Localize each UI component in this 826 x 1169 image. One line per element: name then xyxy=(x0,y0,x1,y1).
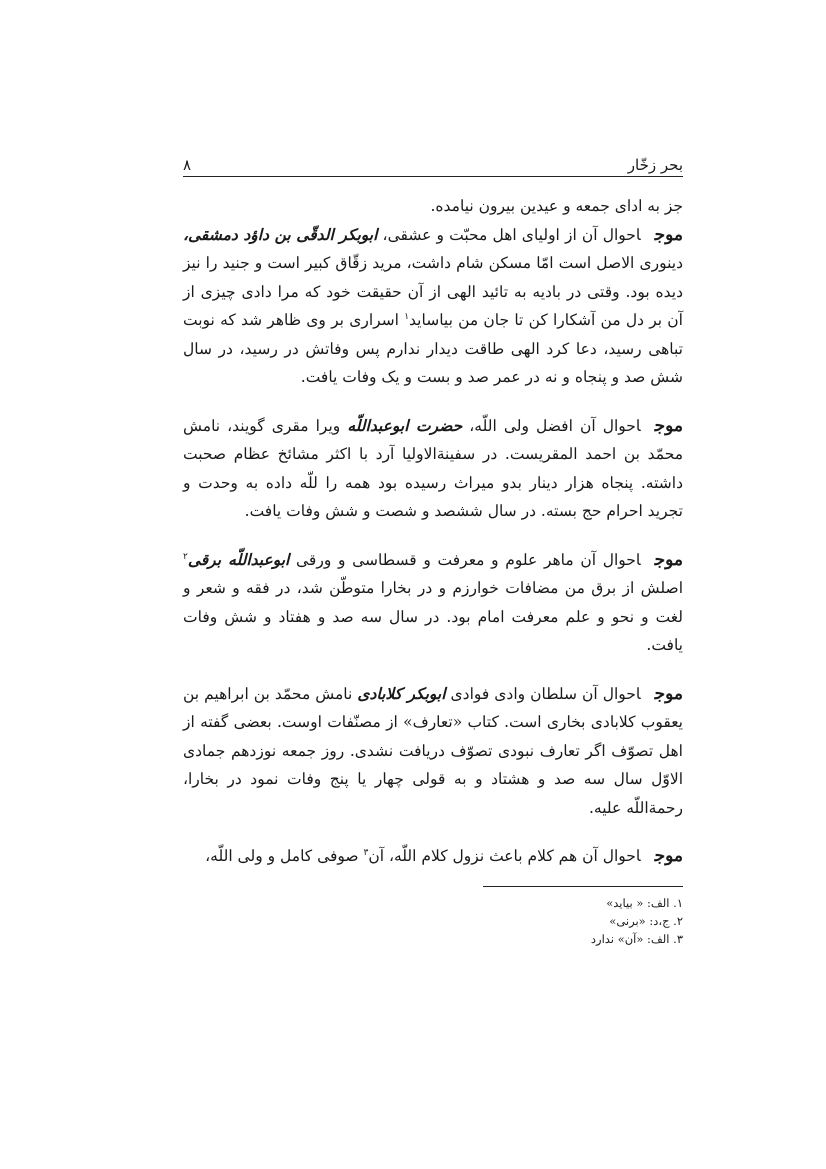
footnote-ref: ۱ xyxy=(404,311,410,322)
paragraph-gap xyxy=(183,526,683,546)
footnote-rule xyxy=(483,886,683,887)
header-rule xyxy=(183,176,683,177)
book-title: بحر زخّار xyxy=(627,156,683,174)
footnote-ref: ۳ xyxy=(363,847,369,858)
main-text xyxy=(183,192,683,871)
paragraph-text: دینوری الاصل است امّا مسکن شام داشت، مرید زقّاق کبیر است و جنید را نیز دیده بود. وقتی در بادیه به تائید الهی از آن حقیقت خود که مرا دادی چیزی از آن بر دل من آشکارا کن تا جان من بیاساید xyxy=(183,254,683,329)
paragraph-text: احوال آن سلطان وادی فوادی xyxy=(445,684,641,703)
saint-name: حضرت ابوعبداللّه xyxy=(347,415,463,435)
paragraph-4 xyxy=(183,680,683,823)
page-number: ۸ xyxy=(183,156,192,174)
paragraph-text: احوال آن از اولیای اهل محبّت و عشقی، xyxy=(377,225,641,244)
section-marker: موج xyxy=(654,683,683,704)
paragraph-gap xyxy=(183,660,683,680)
footnote-ref: ۲ xyxy=(183,551,188,562)
page-header xyxy=(183,150,683,174)
saint-name: ابوعبداللّه برقی xyxy=(187,549,290,569)
footnote-2: ۲. ج،د: «برنی» xyxy=(609,914,683,928)
paragraph-text: اسراری بر وی ظاهر شد که نوبت تباهی رسید، دعا کرد الهی طاقت دیدار ندارم پس وفاتش در رسید، در سال شش صد و پنجاه و نه در عمر صد و بست و یک وفات یافت. xyxy=(183,311,683,386)
paragraph-5 xyxy=(183,842,683,871)
section-marker: موج xyxy=(654,549,683,570)
paragraph-gap xyxy=(183,392,683,412)
saint-name: ابوبکر کلابادی xyxy=(357,683,446,703)
paragraph-1 xyxy=(183,221,683,392)
paragraph-3 xyxy=(183,546,683,660)
paragraph-text: احوال آن افضل ولی اللّه، xyxy=(462,416,641,435)
paragraph-text: صوفی کامل و ولی اللّه، xyxy=(205,847,364,865)
paragraph-text: جز به ادای جمعه و عیدین بیرون نیامده. xyxy=(430,197,683,215)
section-marker: موج xyxy=(654,224,683,245)
paragraph-text: ویرا مقری گویند، نامش محمّد بن احمد المقریست. در سفینة‌الاولیا آرد با اکثر مشائخ عظام صحبت داشته. پنجاه هزار دینار بدو میراث رسیده بود همه را للّه داده به وحدت و تجرید احرام حج بسته. در سال ششصد و شصت و شش وفات یافت. xyxy=(183,416,683,520)
section-marker: موج xyxy=(654,846,683,866)
footnote-3: ۳. الف: «آن» ندارد xyxy=(590,932,683,946)
paragraph-text: نامش محمّد بن ابراهیم بن یعقوب کلابادی بخاری است. کتاب «تعارف» از مصنّفات اوست. بعضی گفته از اهل تصوّف اگر تعارف نبودی تصوّف دریافت نشدی. روز جمعه نوزدهم جمادی الاوّل سال سه صد و هشتاد و به قولی چهار یا پنج وفات نمود در بخارا، رحمة‌اللّه علیه. xyxy=(183,684,683,817)
paragraph-gap xyxy=(183,822,683,842)
footnotes xyxy=(483,894,683,948)
section-marker: موج xyxy=(654,415,683,436)
paragraph-text: اصلش از برق من مضافات خوارزم و در بخارا متوطّن شد، در فقه و شعر و لغت و نحو و علم معرفت امام بود. در سال سه صد و هفتاد و شش وفات یافت. xyxy=(183,579,683,654)
paragraph-text: احوال آن ماهر علوم و معرفت و قسطاسی و ورقی xyxy=(289,550,641,569)
paragraph-intro xyxy=(183,192,683,221)
paragraph-2 xyxy=(183,412,683,526)
paragraph-text: احوال آن هم کلام باعث نزول کلام اللّه، آن xyxy=(368,847,641,865)
saint-name: ابوبکر الدقّی بن داؤد دمشقی، xyxy=(183,224,378,244)
footnote-1: ۱. الف: « بیاید» xyxy=(606,896,683,910)
